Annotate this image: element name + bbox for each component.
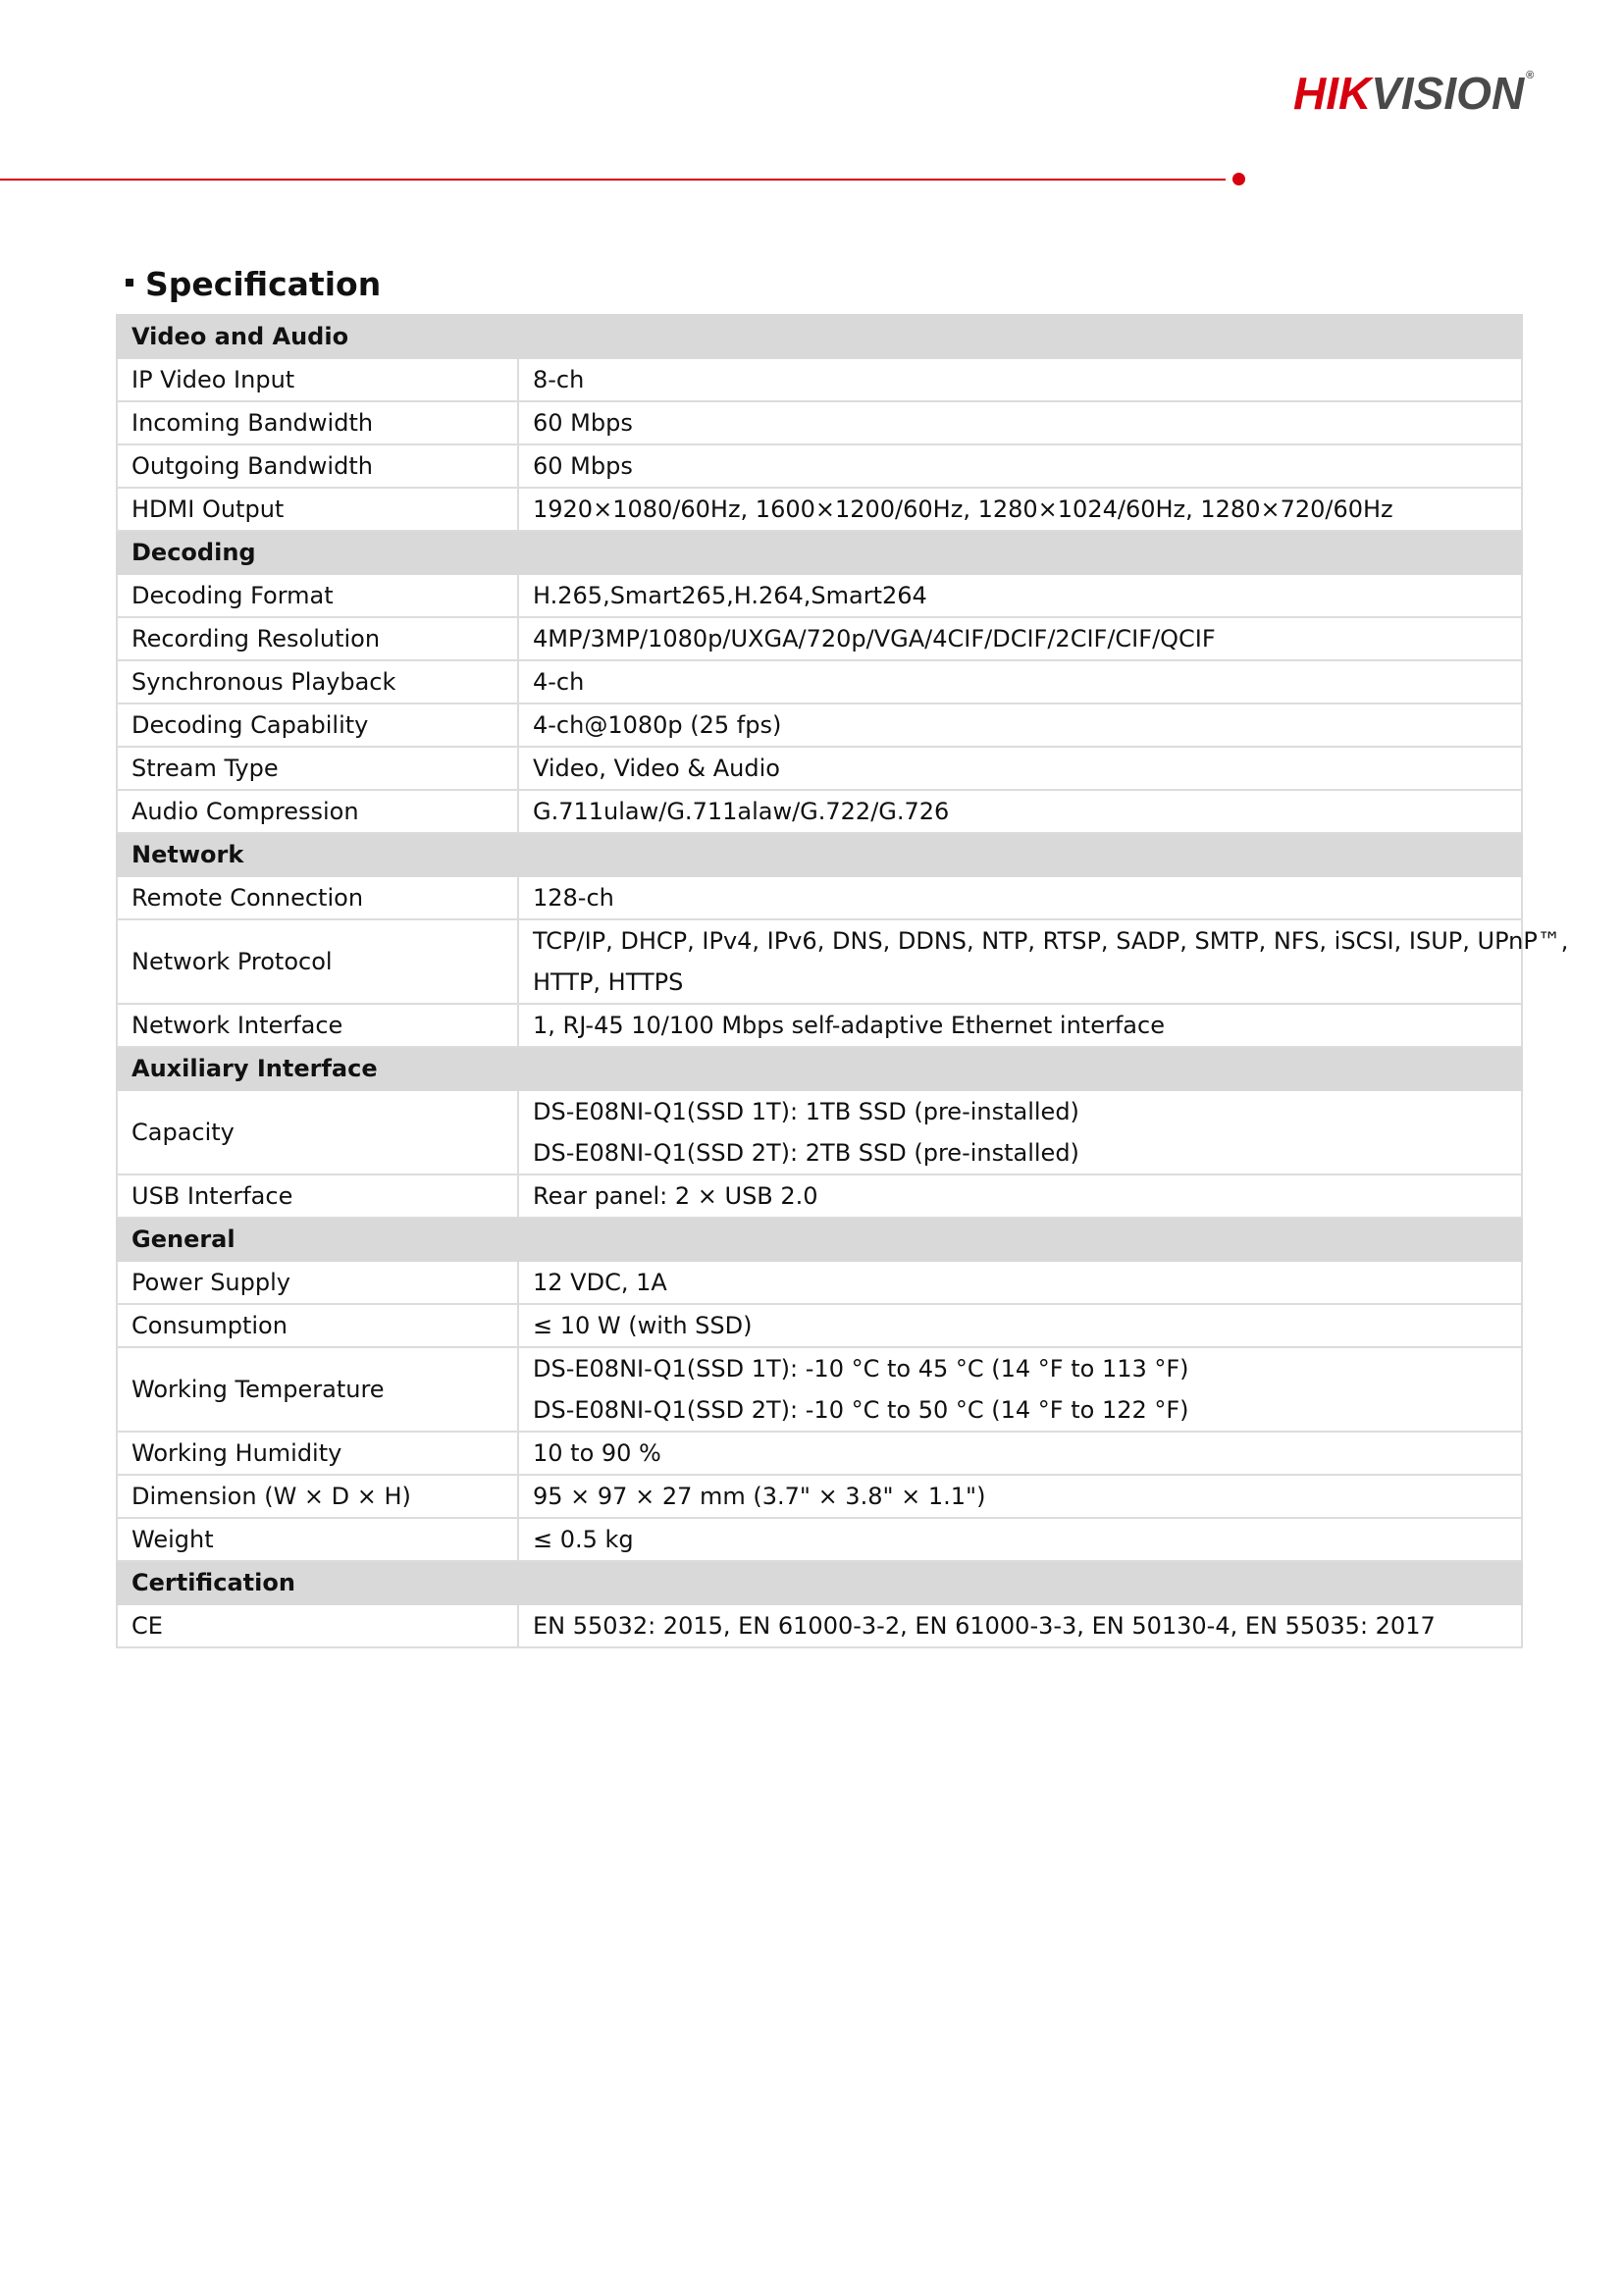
- spec-value-line: 1920×1080/60Hz, 1600×1200/60Hz, 1280×1024/60Hz, 1280×720/60Hz: [533, 496, 1393, 523]
- table-row: [117, 790, 1522, 833]
- spec-value: [518, 358, 1522, 401]
- spec-value: [518, 704, 1522, 747]
- spec-value-line: Video, Video & Audio: [533, 755, 780, 782]
- table-row: [117, 1518, 1522, 1561]
- table-row: [117, 488, 1522, 531]
- spec-value-line: DS-E08NI-Q1(SSD 2T): -10 °C to 50 °C (14 °F to 122 °F): [533, 1396, 1189, 1424]
- spec-value-line: 12 VDC, 1A: [533, 1269, 667, 1296]
- spec-value-line: ≤ 0.5 kg: [533, 1526, 634, 1553]
- spec-label: Stream Type: [117, 747, 518, 790]
- spec-label: Decoding Capability: [117, 704, 518, 747]
- group-header-row: [117, 531, 1522, 574]
- table-row: [117, 747, 1522, 790]
- spec-value: [518, 1304, 1522, 1347]
- spec-value-line: DS-E08NI-Q1(SSD 1T): -10 °C to 45 °C (14 °F to 113 °F): [533, 1355, 1189, 1383]
- group-title: Network: [117, 833, 1522, 876]
- table-row: [117, 1090, 1522, 1174]
- spec-label: Network Protocol: [117, 919, 518, 1004]
- spec-value-line: G.711ulaw/G.711alaw/G.722/G.726: [533, 798, 950, 825]
- spec-label: Working Humidity: [117, 1432, 518, 1475]
- table-row: [117, 876, 1522, 919]
- spec-value: [518, 876, 1522, 919]
- spec-value-line: 60 Mbps: [533, 452, 633, 480]
- group-header-row: [117, 1047, 1522, 1090]
- heading-bullet-icon: [126, 279, 133, 287]
- spec-value: [518, 1475, 1522, 1518]
- table-row: [117, 1432, 1522, 1475]
- spec-label: Capacity: [117, 1090, 518, 1174]
- header-divider-dot: [1232, 173, 1245, 185]
- spec-value: [518, 919, 1569, 1004]
- spec-value-line: 1, RJ-45 10/100 Mbps self-adaptive Ethernet interface: [533, 1012, 1165, 1039]
- section-heading: [126, 267, 381, 302]
- group-header-row: [117, 1561, 1522, 1604]
- spec-label: HDMI Output: [117, 488, 518, 531]
- spec-value: [518, 488, 1522, 531]
- spec-label: Network Interface: [117, 1004, 518, 1047]
- spec-value: [518, 401, 1522, 444]
- spec-value: [518, 790, 1522, 833]
- spec-value: [518, 1518, 1522, 1561]
- group-header-row: [117, 315, 1522, 358]
- logo-text-grey: VISION: [1371, 68, 1525, 119]
- spec-value-line: 60 Mbps: [533, 409, 633, 437]
- spec-label: Weight: [117, 1518, 518, 1561]
- spec-value: [518, 1261, 1522, 1304]
- table-row: [117, 1475, 1522, 1518]
- spec-label: Recording Resolution: [117, 617, 518, 660]
- table-row: [117, 919, 1522, 1004]
- spec-value: [518, 1347, 1522, 1432]
- spec-value: [518, 1174, 1522, 1218]
- spec-value: [518, 617, 1522, 660]
- table-row: [117, 358, 1522, 401]
- spec-table: [116, 314, 1569, 1648]
- brand-logo: [1293, 68, 1535, 119]
- table-row: [117, 401, 1522, 444]
- spec-label: Outgoing Bandwidth: [117, 444, 518, 488]
- group-title: Decoding: [117, 531, 1522, 574]
- spec-value-line: 10 to 90 %: [533, 1439, 661, 1467]
- spec-value: [518, 444, 1522, 488]
- table-row: [117, 1261, 1522, 1304]
- group-header-row: [117, 833, 1522, 876]
- spec-value-line: 4-ch@1080p (25 fps): [533, 711, 782, 739]
- table-row: [117, 704, 1522, 747]
- spec-label: Remote Connection: [117, 876, 518, 919]
- spec-value-line: ≤ 10 W (with SSD): [533, 1312, 753, 1339]
- spec-label: IP Video Input: [117, 358, 518, 401]
- spec-value: [518, 660, 1522, 704]
- header-divider: [0, 179, 1226, 181]
- table-row: [117, 1004, 1522, 1047]
- spec-label: Incoming Bandwidth: [117, 401, 518, 444]
- spec-value-line: DS-E08NI-Q1(SSD 1T): 1TB SSD (pre-installed): [533, 1098, 1079, 1125]
- table-row: [117, 1604, 1522, 1647]
- spec-label: CE: [117, 1604, 518, 1647]
- spec-value: [518, 1604, 1522, 1647]
- table-row: [117, 660, 1522, 704]
- section-heading-text: Specification: [145, 265, 382, 303]
- spec-value-line: 8-ch: [533, 366, 585, 393]
- table-row: [117, 444, 1522, 488]
- spec-label: USB Interface: [117, 1174, 518, 1218]
- logo-text-red: HIK: [1293, 68, 1372, 119]
- group-title: Auxiliary Interface: [117, 1047, 1522, 1090]
- spec-label: Synchronous Playback: [117, 660, 518, 704]
- spec-value-line: 128-ch: [533, 884, 614, 912]
- spec-label: Working Temperature: [117, 1347, 518, 1432]
- registered-mark: ®: [1526, 70, 1535, 81]
- group-title: General: [117, 1218, 1522, 1261]
- group-header-row: [117, 1218, 1522, 1261]
- group-title: Certification: [117, 1561, 1522, 1604]
- spec-value: [518, 1432, 1522, 1475]
- spec-value-line: Rear panel: 2 × USB 2.0: [533, 1182, 818, 1210]
- table-row: [117, 1347, 1522, 1432]
- spec-label: Power Supply: [117, 1261, 518, 1304]
- spec-label: Audio Compression: [117, 790, 518, 833]
- spec-value: [518, 1004, 1522, 1047]
- table-row: [117, 1304, 1522, 1347]
- spec-value: [518, 747, 1522, 790]
- spec-label: Dimension (W × D × H): [117, 1475, 518, 1518]
- spec-table-body: [117, 315, 1569, 1647]
- spec-value: [518, 1090, 1522, 1174]
- spec-label: Consumption: [117, 1304, 518, 1347]
- spec-value-line: 95 × 97 × 27 mm (3.7" × 3.8" × 1.1"): [533, 1483, 986, 1510]
- spec-value-line: DS-E08NI-Q1(SSD 2T): 2TB SSD (pre-installed): [533, 1139, 1079, 1167]
- table-row: [117, 574, 1522, 617]
- spec-value-line: 4-ch: [533, 668, 585, 696]
- spec-value-line: 4MP/3MP/1080p/UXGA/720p/VGA/4CIF/DCIF/2CIF/CIF/QCIF: [533, 625, 1216, 652]
- spec-value-line: TCP/IP, DHCP, IPv4, IPv6, DNS, DDNS, NTP, RTSP, SADP, SMTP, NFS, iSCSI, ISUP, UPnP™,: [533, 927, 1569, 955]
- table-row: [117, 617, 1522, 660]
- table-row: [117, 1174, 1522, 1218]
- spec-value: [518, 574, 1522, 617]
- spec-value-line: EN 55032: 2015, EN 61000-3-2, EN 61000-3-3, EN 50130-4, EN 55035: 2017: [533, 1612, 1436, 1640]
- spec-value-line: HTTP, HTTPS: [533, 968, 684, 996]
- spec-value-line: H.265,Smart265,H.264,Smart264: [533, 582, 927, 609]
- group-title: Video and Audio: [117, 315, 1522, 358]
- spec-label: Decoding Format: [117, 574, 518, 617]
